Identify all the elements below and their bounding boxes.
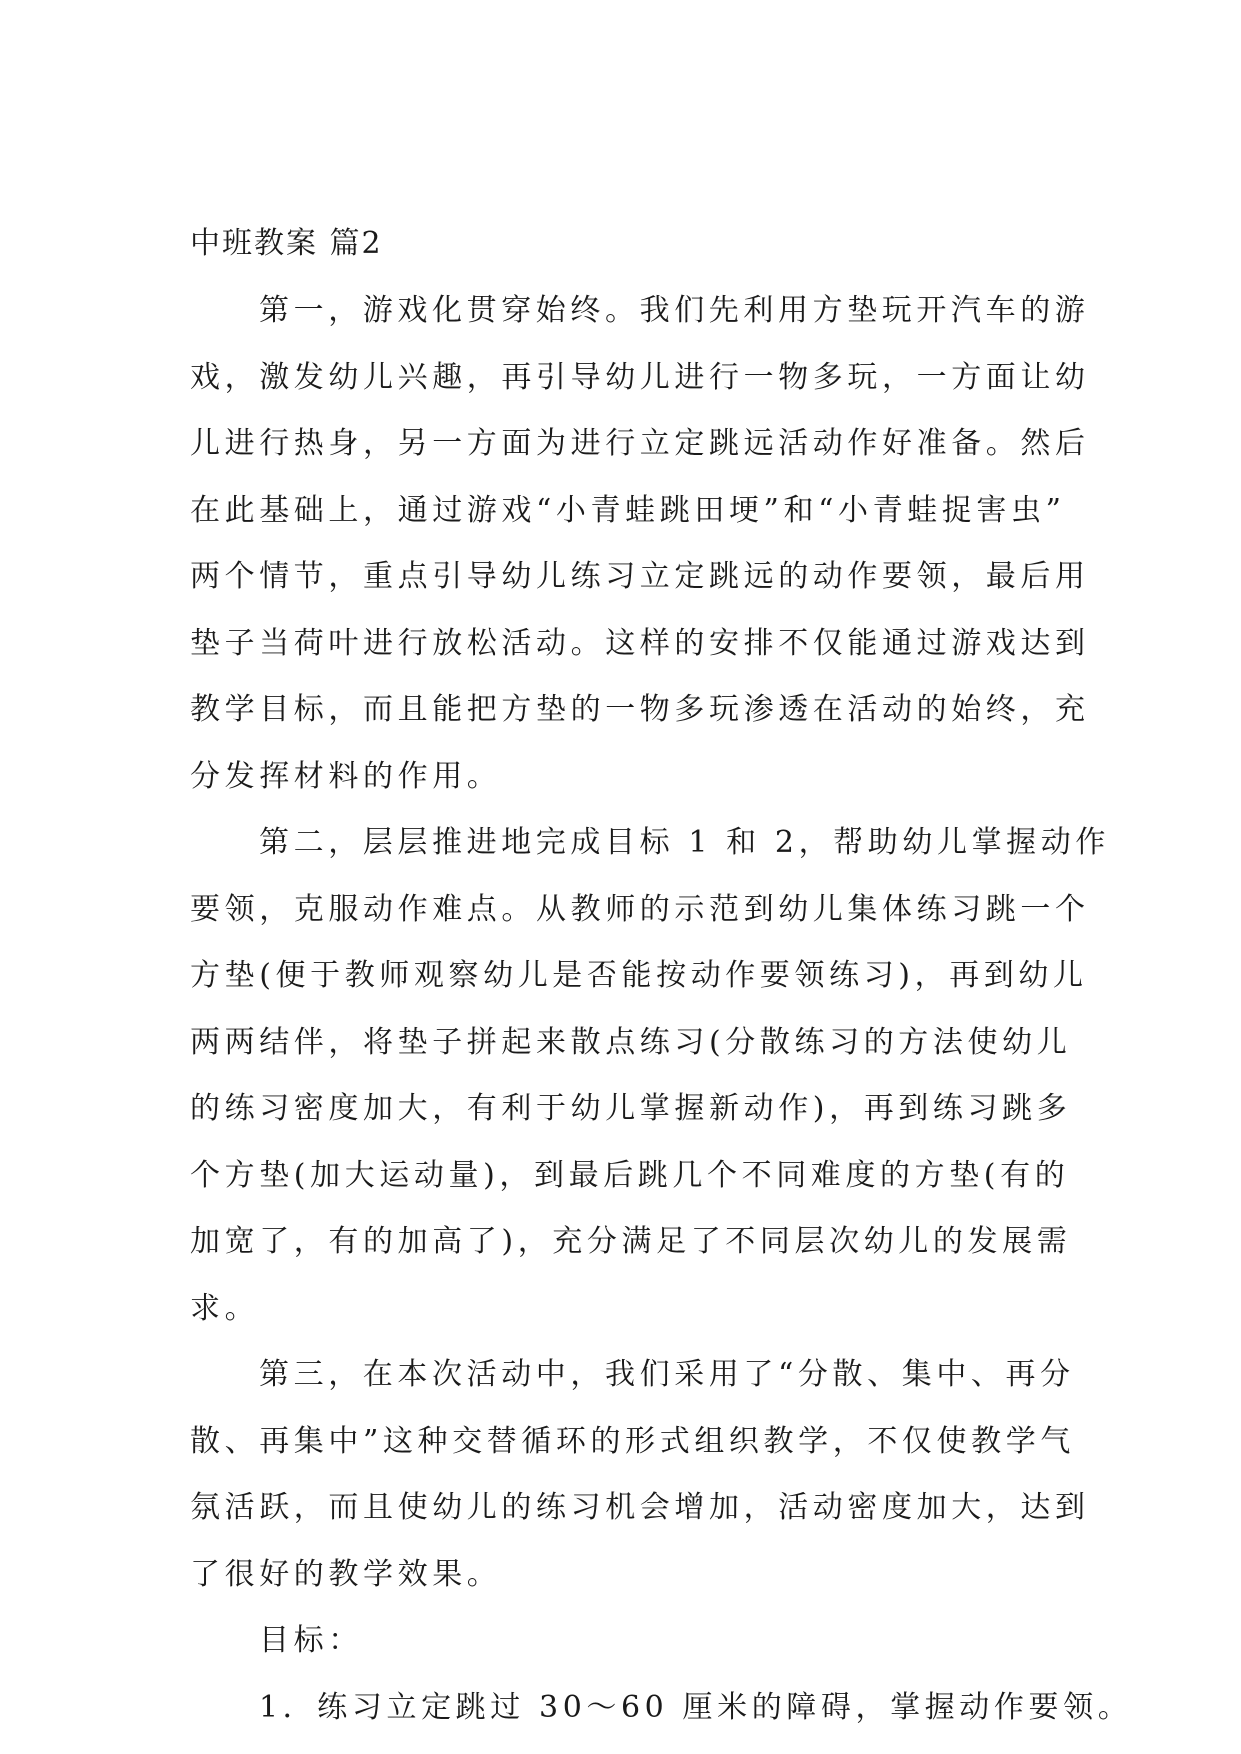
paragraph-1-line-4: 在此基础上，通过游戏“小青蛙跳田埂”和“小青蛙捉害虫” <box>190 492 1066 528</box>
paragraph-1-line-1: 第一，游戏化贯穿始终。我们先利用方垫玩开汽车的游 <box>259 293 1090 328</box>
paragraph-2-line-6: 个方垫(加大运动量)，到最后跳几个不同难度的方垫(有的 <box>190 1157 1070 1193</box>
paragraph-1 <box>190 278 1090 810</box>
paragraph-3-line-4: 了很好的教学效果。 <box>190 1556 502 1592</box>
paragraph-2-line-5: 的练习密度加大，有利于幼儿掌握新动作)，再到练习跳多 <box>190 1091 1072 1126</box>
paragraph-2-line-4: 两两结伴，将垫子拼起来散点练习(分散练习的方法使幼儿 <box>190 1024 1072 1060</box>
paragraph-3-line-2: 散、再集中”这种交替循环的形式组织教学，不仅使教学气 <box>190 1423 1075 1459</box>
paragraph-2 <box>190 810 1110 1342</box>
paragraph-3-line-1: 第三，在本次活动中，我们采用了“分散、集中、再分 <box>259 1357 1075 1392</box>
paragraph-2-line-2: 要领，克服动作难点。从教师的示范到幼儿集体练习跳一个 <box>190 891 1090 927</box>
paragraph-2-line-3: 方垫(便于教师观察幼儿是否能按动作要领练习)，再到幼儿 <box>190 958 1088 993</box>
paragraph-1-line-8: 分发挥材料的作用。 <box>190 758 502 794</box>
paragraph-1-line-6: 垫子当荷叶进行放松活动。这样的安排不仅能通过游戏达到 <box>190 625 1090 661</box>
paragraph-3-line-3: 氛活跃，而且使幼儿的练习机会增加，活动密度加大，达到 <box>190 1490 1090 1525</box>
goal-1-line: 1．练习立定跳过 30～60 厘米的障碍，掌握动作要领。 <box>259 1689 1133 1725</box>
document-heading: 中班教案 篇2 <box>190 226 383 261</box>
paragraph-2-line-7: 加宽了，有的加高了)，充分满足了不同层次幼儿的发展需 <box>190 1224 1072 1259</box>
paragraph-1-line-3: 儿进行热身，另一方面为进行立定跳远活动作好准备。然后 <box>190 426 1090 461</box>
paragraph-goals-heading <box>190 1608 1045 1675</box>
paragraph-3 <box>190 1342 1090 1608</box>
document-body <box>190 278 1133 1741</box>
paragraph-1-line-5: 两个情节，重点引导幼儿练习立定跳远的动作要领，最后用 <box>190 559 1090 594</box>
paragraph-goal-1 <box>190 1675 1133 1742</box>
goals-heading-line: 目标： <box>259 1623 363 1658</box>
paragraph-1-line-2: 戏，激发幼儿兴趣，再引导幼儿进行一物多玩，一方面让幼 <box>190 359 1090 395</box>
paragraph-2-line-8: 求。 <box>190 1290 260 1326</box>
paragraph-1-line-7: 教学目标，而且能把方垫的一物多玩渗透在活动的始终，充 <box>190 692 1090 727</box>
paragraph-2-line-1: 第二，层层推进地完成目标 1 和 2，帮助幼儿掌握动作 <box>259 825 1110 860</box>
